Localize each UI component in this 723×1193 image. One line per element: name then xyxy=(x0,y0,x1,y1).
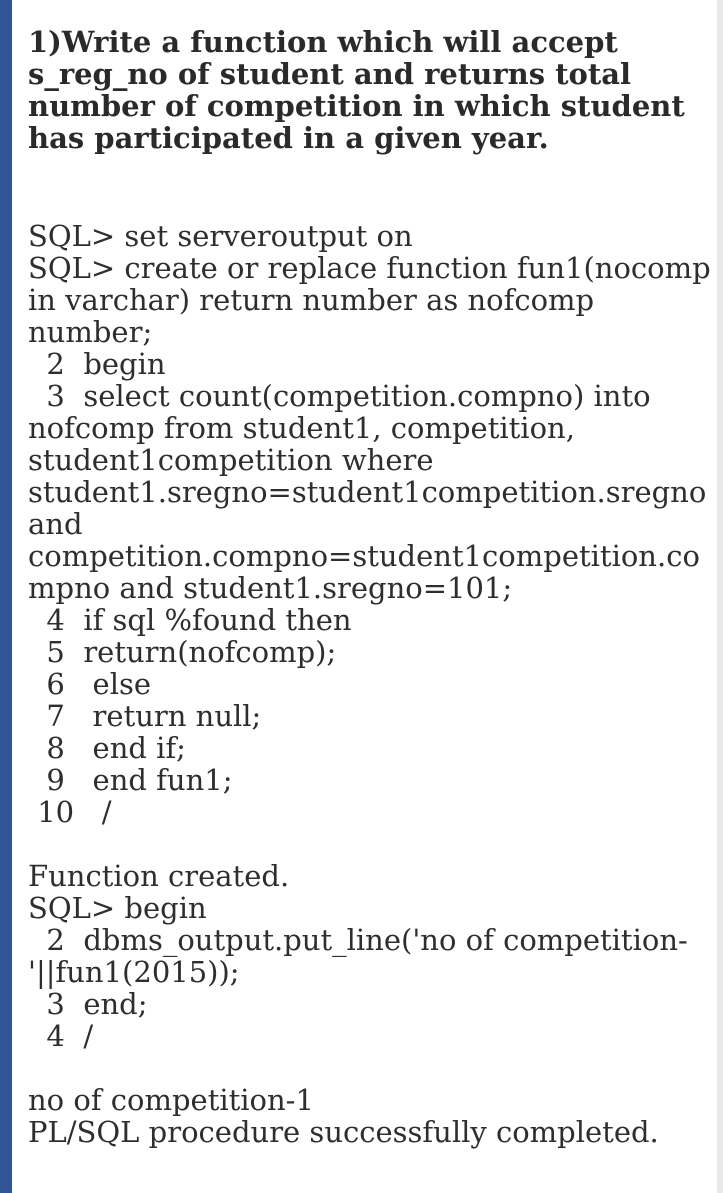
code-line: student1competition where xyxy=(28,443,434,477)
code-line: 5 return(nofcomp); xyxy=(28,635,337,669)
code-line: and xyxy=(28,507,83,541)
code-line: SQL> create or replace function fun1(nocomp xyxy=(28,251,711,285)
code-line: 2 begin xyxy=(28,347,166,381)
code-line: 6 else xyxy=(28,667,152,701)
code-line: '||fun1(2015)); xyxy=(28,955,240,989)
output-line: PL/SQL procedure successfully completed. xyxy=(28,1115,659,1149)
code-line: 7 return null; xyxy=(28,699,262,733)
right-edge-strip xyxy=(717,0,723,1193)
question-heading: 1)Write a function which will accept s_reg_no of student and returns total number of competition in which student has participated in a given year. xyxy=(28,25,685,155)
code-line: 3 select count(competition.compno) into xyxy=(28,379,651,413)
code-line: 3 end; xyxy=(28,987,148,1021)
output-line: Function created. xyxy=(28,859,290,893)
code-line: competition.compno=student1competition.co xyxy=(28,539,700,573)
code-line: 8 end if; xyxy=(28,731,186,765)
code-line: mpno and student1.sregno=101; xyxy=(28,571,513,605)
code-line: 4 / xyxy=(28,1019,94,1053)
code-line: number; xyxy=(28,315,153,349)
left-accent-bar xyxy=(0,0,12,1193)
code-line: 2 dbms_output.put_line('no of competition- xyxy=(28,923,688,957)
code-line: SQL> begin xyxy=(28,891,207,925)
code-line: 9 end fun1; xyxy=(28,763,233,797)
code-block xyxy=(28,219,711,1149)
blank-line xyxy=(28,828,708,860)
output-line: no of competition-1 xyxy=(28,1083,314,1117)
heading-spacer xyxy=(28,154,708,220)
code-line: nofcomp from student1, competition, xyxy=(28,411,575,445)
code-line: student1.sregno=student1competition.sregno xyxy=(28,475,707,509)
code-line: 4 if sql %found then xyxy=(28,603,352,637)
document-content xyxy=(28,25,711,1149)
code-line: in varchar) return number as nofcomp xyxy=(28,283,595,317)
blank-line xyxy=(28,1052,708,1084)
code-line: 10 / xyxy=(28,795,112,829)
code-line: SQL> set serveroutput on xyxy=(28,219,413,253)
